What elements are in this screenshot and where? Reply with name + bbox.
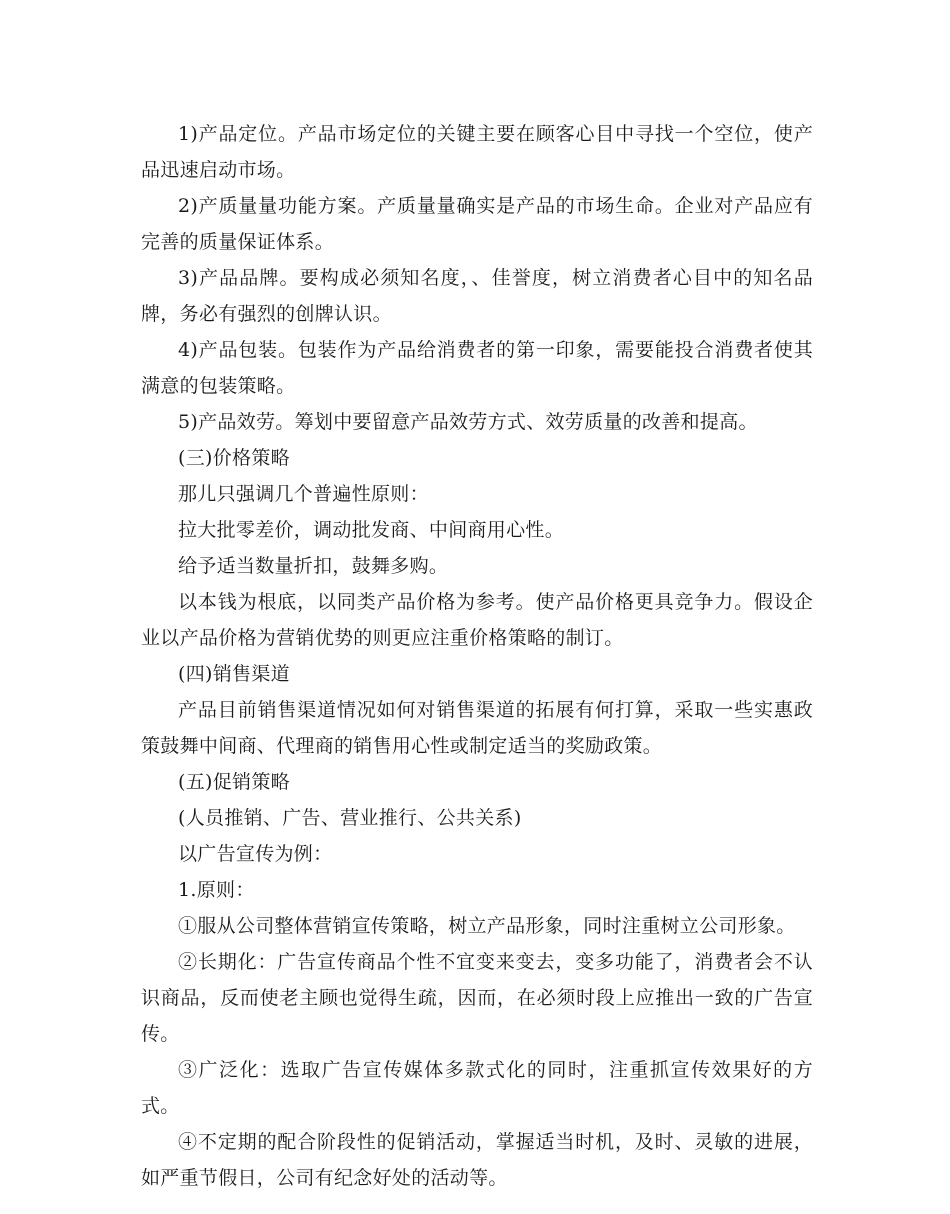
- paragraph-pricing-principle-2: 给予适当数量折扣，鼓舞多购。: [178, 555, 449, 577]
- paragraph-product-positioning: 1)产品定位。产品市场定位的关键主要在顾客心目中寻找一个空位，使产品迅速启动市场。: [141, 123, 813, 181]
- section-heading-sales-channels: (四)销售渠道: [178, 663, 290, 685]
- document-page: [141, 116, 813, 1196]
- paragraph-principle-3: ③广泛化：选取广告宣传媒体多款式化的同时，注重抓宣传效果好的方式。: [141, 1059, 813, 1117]
- paragraph-product-quality: 2)产质量量功能方案。产质量量确实是产品的市场生命。企业对产品应有完善的质量保证体系。: [141, 195, 813, 253]
- paragraph-advertising-example: 以广告宣传为例：: [178, 843, 333, 865]
- section-heading-promotion: (五)促销策略: [178, 771, 290, 793]
- paragraph-pricing-principles-intro: 那儿只强调几个普遍性原则：: [178, 483, 429, 505]
- paragraph-sales-channels: 产品目前销售渠道情况如何对销售渠道的拓展有何打算，采取一些实惠政策鼓舞中间商、代理商的销售用心性或制定适当的奖励政策。: [141, 699, 813, 757]
- paragraph-product-packaging: 4)产品包装。包装作为产品给消费者的第一印象，需要能投合消费者使其满意的包装策略。: [141, 339, 813, 397]
- paragraph-principle-1: ①服从公司整体营销宣传策略，树立产品形象，同时注重树立公司形象。: [178, 915, 796, 937]
- paragraph-pricing-principle-1: 拉大批零差价，调动批发商、中间商用心性。: [178, 519, 565, 541]
- paragraph-promotion-methods: (人员推销、广告、营业推行、公共关系): [178, 807, 522, 829]
- paragraph-product-service: 5)产品效劳。筹划中要留意产品效劳方式、效劳质量的改善和提高。: [178, 411, 758, 433]
- paragraph-principle-2: ②长期化：广告宣传商品个性不宜变来变去，变多功能了，消费者会不认识商品，反而使老主顾也觉得生疏，因而，在必须时段上应推出一致的广告宣传。: [141, 951, 813, 1045]
- subheading-principles: 1.原则：: [178, 879, 255, 901]
- section-heading-pricing: (三)价格策略: [178, 447, 290, 469]
- paragraph-pricing-principle-3: 以本钱为根底，以同类产品价格为参考。使产品价格更具竞争力。假设企业以产品价格为营销优势的则更应注重价格策略的制订。: [141, 591, 813, 649]
- paragraph-principle-4: ④不定期的配合阶段性的促销活动，掌握适当时机，及时、灵敏的进展，如严重节假日，公司有纪念好处的活动等。: [141, 1131, 813, 1189]
- paragraph-product-brand: 3)产品品牌。要构成必须知名度，、佳誉度，树立消费者心目中的知名品牌，务必有强烈的创牌认识。: [141, 267, 813, 325]
